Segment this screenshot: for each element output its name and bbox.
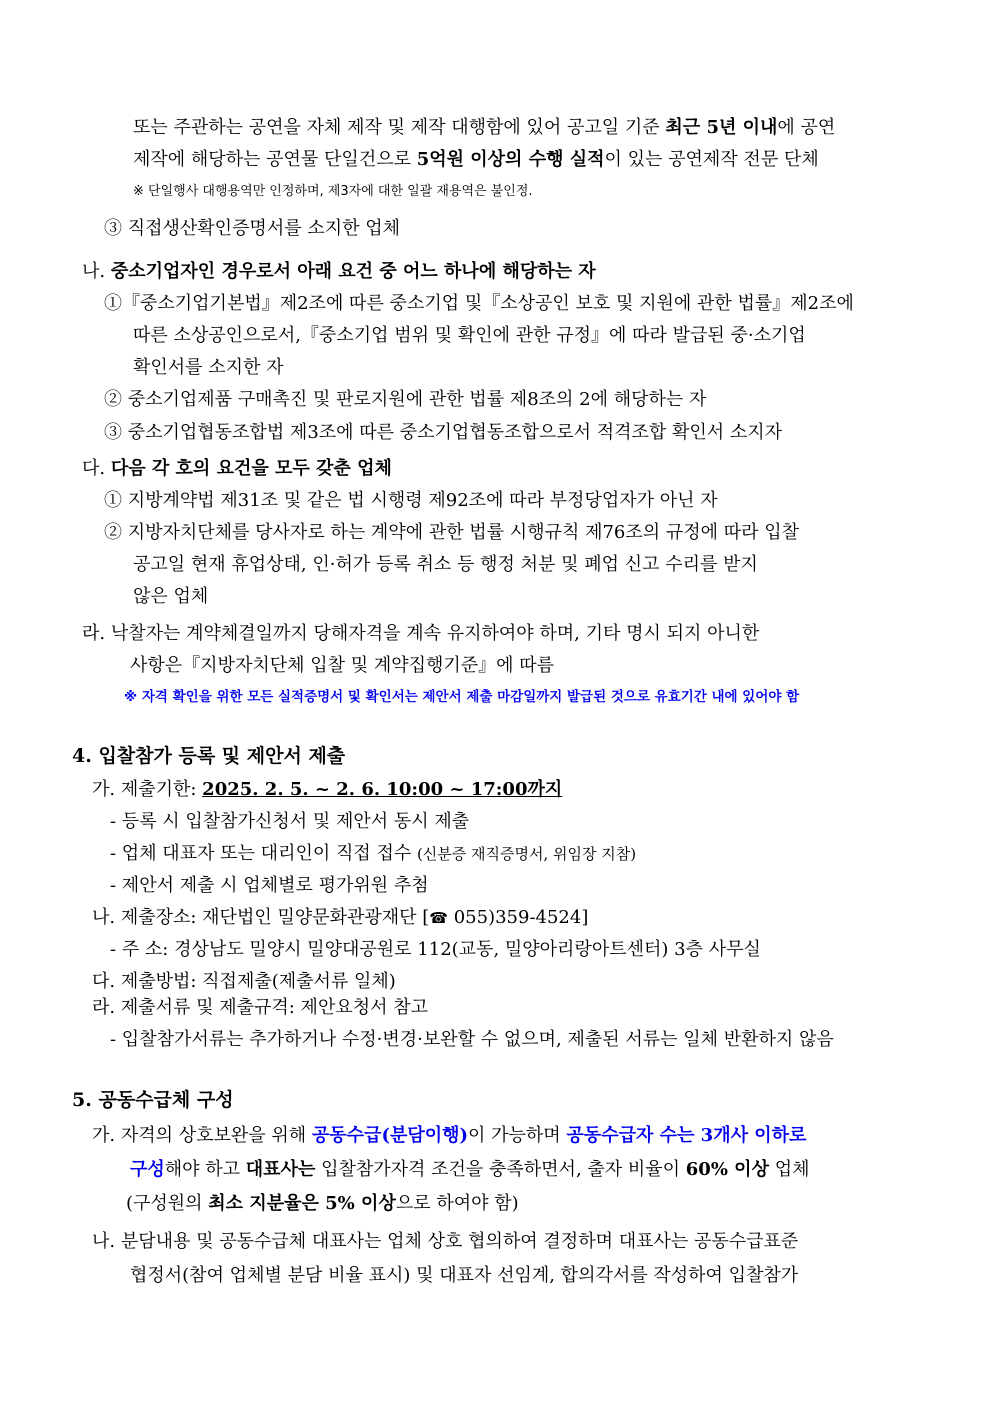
composition-emphasis: 구성 <box>130 1159 165 1180</box>
text-run: 업체 <box>768 1159 810 1180</box>
required-documents-note: (신분증 재직증명서, 위임장 지참) <box>416 845 637 863</box>
da-item-1: ① 지방계약법 제31조 및 같은 법 시행령 제92조에 따라 부정당업자가 아닌 자 <box>104 490 718 511</box>
item-3-direct-production: ③ 직접생산확인증명서를 소지한 업체 <box>104 218 400 239</box>
section-ra-line-2: 사항은『지방자치단체 입찰 및 계약집행기준』에 따름 <box>130 655 555 676</box>
deadline-date: 2025. 2. 5. ~ 2. 6. 10:00 ~ 17:00까지 <box>202 779 563 800</box>
text-run: 입찰참가자격 조건을 충족하면서, 출자 비율이 <box>315 1159 686 1180</box>
text-run: 가. 자격의 상호보완을 위해 <box>92 1125 312 1146</box>
submission-address: - 주 소: 경상남도 밀양시 밀양대공원로 112(교동, 밀양아리랑아트센터) 3층 사무실 <box>110 939 761 960</box>
deadline-label: 가. 제출기한: <box>92 779 203 800</box>
na-item-3: ③ 중소기업협동조합법 제3조에 따른 중소기업협동조합으로서 적격조합 확인서 소지자 <box>104 422 783 443</box>
text-run: 이 가능하며 <box>468 1125 567 1146</box>
heading-text: 다음 각 호의 요건을 모두 갖춘 업체 <box>110 458 392 479</box>
da-item-2-line-2: 공고일 현재 휴업상태, 인·허가 등록 취소 등 행정 처분 및 폐업 신고 수리를 받지 <box>133 554 758 575</box>
telephone-icon: ☎ <box>429 909 448 927</box>
qualification-line-1 <box>133 116 913 140</box>
section-4-title: 4. 입찰참가 등록 및 제안서 제출 <box>72 745 346 767</box>
performance-emphasis: 5억원 이상의 수행 실적 <box>416 149 605 170</box>
submission-method: 다. 제출방법: 직접제출(제출서류 일체) <box>92 971 396 992</box>
da-item-2-line-1: ② 지방자치단체를 당사자로 하는 계약에 관한 법률 시행규칙 제76조의 규정에 따라 입찰 <box>104 522 800 543</box>
single-event-note: ※ 단일행사 대행용역만 인정하며, 제3자에 대한 일괄 재용역은 불인정. <box>133 184 533 199</box>
deadline-detail-1: - 등록 시 입찰참가신청서 및 제안서 동시 제출 <box>110 811 470 832</box>
na-item-1-line-3: 확인서를 소지한 자 <box>133 357 284 378</box>
na-item-2: ② 중소기업제품 구매촉진 및 판로지원에 관한 법률 제8조의 2에 해당하는 자 <box>104 389 707 410</box>
deadline-detail-2 <box>110 842 636 866</box>
heading-prefix: 나. <box>82 261 111 282</box>
share-ratio-emphasis: 60% 이상 <box>685 1159 769 1180</box>
submission-documents: 라. 제출서류 및 제출규격: 제안요청서 참고 <box>92 997 428 1018</box>
na-item-1-line-2: 따른 소상공인으로서,『중소기업 범위 및 확인에 관한 규정』에 따라 발급된 중·소기업 <box>133 325 806 346</box>
consortium-line-1 <box>92 1124 806 1148</box>
minimum-share-emphasis: 최소 지분율은 5% 이상 <box>208 1193 396 1214</box>
section-5-title: 5. 공동수급체 구성 <box>72 1089 234 1111</box>
section-na-heading <box>82 260 596 284</box>
text-run: 해야 하고 <box>164 1159 246 1180</box>
member-limit-emphasis: 공동수급자 수는 3개사 이하로 <box>566 1125 807 1146</box>
section-da-heading <box>82 457 392 481</box>
heading-text: 중소기업자인 경우로서 아래 요건 중 어느 하나에 해당하는 자 <box>110 261 596 282</box>
consortium-line-2 <box>130 1158 809 1182</box>
text-run: - 업체 대표자 또는 대리인이 직접 접수 <box>110 843 417 864</box>
joint-supply-emphasis: 공동수급(분담이행) <box>311 1125 469 1146</box>
validity-notice: ※ 자격 확인을 위한 모든 실적증명서 및 확인서는 제안서 제출 마감일까지 발급된 것으로 유효기간 내에 있어야 함 <box>124 689 800 705</box>
text-run: 제작에 해당하는 공연물 단일건으로 <box>133 149 417 170</box>
submission-place <box>92 906 588 930</box>
consortium-na-line-1: 나. 분담내용 및 공동수급체 대표사는 업체 상호 협의하여 결정하며 대표사는 공동수급표준 <box>92 1231 799 1252</box>
consortium-na-line-2: 협정서(참여 업체별 분담 비율 표시) 및 대표자 선임계, 합의각서를 작성하여 입찰참가 <box>130 1265 799 1286</box>
submission-documents-detail: - 입찰참가서류는 추가하거나 수정·변경·보완할 수 없으며, 제출된 서류는 일체 반환하지 않음 <box>110 1029 834 1050</box>
heading-prefix: 다. <box>82 458 111 479</box>
da-item-2-line-3: 않은 업체 <box>133 586 209 607</box>
qualification-line-2 <box>133 148 819 172</box>
text-run: 또는 주관하는 공연을 자체 제작 및 제작 대행함에 있어 공고일 기준 <box>133 117 666 138</box>
lead-company-emphasis: 대표사는 <box>245 1159 316 1180</box>
section-ra-line-1: 라. 낙찰자는 계약체결일까지 당해자격을 계속 유지하여야 하며, 기타 명시 되지 아니한 <box>82 623 760 644</box>
text-run: 에 공연 <box>777 117 836 138</box>
submission-deadline <box>92 778 562 802</box>
text-run: 으로 하여야 함) <box>395 1193 519 1214</box>
text-run: 나. 제출장소: 재단법인 밀양문화관광재단 [ <box>92 907 430 928</box>
na-item-1-line-1: ①『중소기업기본법』제2조에 따른 중소기업 및『소상공인 보호 및 지원에 관한 법률』제2조에 <box>104 293 854 314</box>
consortium-line-3 <box>126 1192 519 1216</box>
phone-number: 055)359-4524] <box>447 907 589 928</box>
text-run: 이 있는 공연제작 전문 단체 <box>604 149 819 170</box>
recent-5-years-emphasis: 최근 5년 이내 <box>665 117 778 138</box>
text-run: (구성원의 <box>126 1193 209 1214</box>
deadline-detail-3: - 제안서 제출 시 업체별로 평가위원 추첨 <box>110 875 429 896</box>
